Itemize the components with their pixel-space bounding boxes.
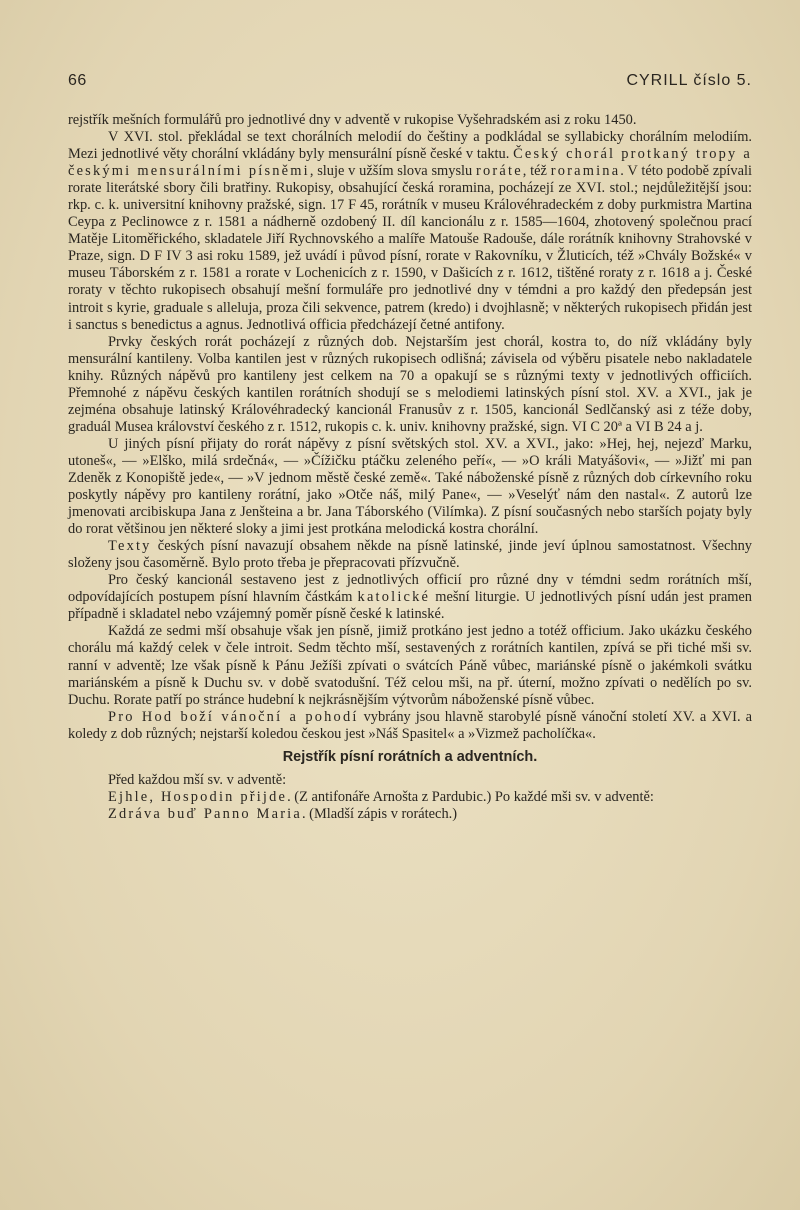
paragraph-1: rejstřík mešních formulářů pro jednotlivé dny v adventě v rukopise Vyšehradském asi z roku 1450.	[68, 112, 637, 128]
page-header	[68, 72, 752, 90]
page-number: 66	[68, 72, 87, 89]
paragraph-4: U jiných písní přijaty do rorát nápěvy z písní světských stol. XV. a XVI., jako: »Hej, hej, nejezď Marku, utoneš«, — »Elško, milá srdečná«, — »Čížičku ptáčku zeleného peří«, — »O králi Matyášovi«, — »Jižť mi pan Zdeněk z Konopiště jede«, — »V jednom městě české země«. Také náboženské písně z různých dob církevního roku poskytly nápěvy pro kantileny rorátní, jako »Otče náš, milý Pane«, — »Veselýť nám den nastal«. Z autorů lze jmenovati arcibiskupa Jana z Jenšteina a br. Jana Táborského (Vilímka). Z písní současných nebo starších pojaty byly do rorat většinou jen některé sloky a jimi jest protkána melodická kostra chorální.	[68, 435, 752, 538]
register-line-1: Před každou mší sv. v adventě:	[108, 771, 287, 788]
register-heading: Rejstřík písní rorátních a adventních.	[282, 748, 538, 765]
paragraph-7: Každá ze sedmi mší obsahuje však jen písně, jimiž protkáno jest jedno a totéž officium. Jako ukázku českého chorálu má každý celek v čele introit. Sedm těchto mší, sestavených z rorátních kantilen, zpívá se při tiché mši sv. ranní v adventě; lze však písně k Pánu Ježíši zpívati o svátcích Páně vůbec, mariánské písně o jakémkoli svátku mariánském a písně k Duchu sv. v době svatodušní. Též celou mši, na př. úterní, možno zpívati o nedělích po sv. Duchu. Rorate patří po stránce hudební k nejkrásnějším výtvorům náboženské písně vůbec.	[68, 623, 752, 708]
paragraph-5: Texty českých písní navazují obsahem někde na písně latinské, jinde jeví úplnou samostatnost. Všechny složeny jsou časoměrně. Bylo proto třeba je přepracovati přízvučně.	[68, 538, 752, 572]
article-body	[68, 112, 752, 823]
journal-title: CYRILL číslo 5.	[626, 72, 752, 89]
paragraph-8: Pro Hod boží vánoční a pohodí vybrány jsou hlavně starobylé písně vánoční století XV. a XVI. a koledy z dob různých; nejstarší koledou českou jest »Náš Spasitel« a »Vizmež pacholíčka«.	[68, 708, 752, 742]
paragraph-6: Pro český kancionál sestaveno jest z jednotlivých officií pro různé dny v témdni sedm rorátních mší, odpovídajících postupem písní hlavním částkám katolické mešní liturgie. U jednotlivých písní udán jest pramen případně i skladatel nebo vzájemný poměr písně české k latinské.	[68, 572, 752, 623]
paragraph-2: V XVI. stol. překládal se text chorálních melodií do češtiny a podkládal se syllabicky chorálním melodiím. Mezi jednotlivé věty chorální vkládány byly mensurální písně české v taktu. Český chorál protkaný tropy a českými mensurálními písněmi, sluje v užším slova smyslu roráte, též roramina. V této podobě zpívali rorate literátské sbory čili bratřiny. Rukopisy, obsahující česká roramina, pocházejí ze XVI. stol.; nejdůležitější jsou: rkp. c. k. universitní knihovny pražské, sign. 17 F 45, rorátník v museu Královéhradeckém z doby purkmistra Martina Ceypa z Peclinowce z r. 1581 a nádherně ozdobený II. díl kancionálu z r. 1585—1604, zhotovený společnou prací Matěje Litoměřického, skladatele Jiří Rychnovského a malíře Matouše Radouše, dále rorátník knihovny Strahovské v Praze, sign. D F IV 3 asi roku 1589, jež uvádí i původ písní, rorate v Rakovníku, v Žluticích, též »Chvály Božské« v museu Táborském z r. 1581 a rorate v Lochenicích z r. 1590, v Dašicích z r. 1612, tištěné roraty z r. 1618 a j. České roraty v těchto rukopisech obsahují mešní formuláře pro jednotlivé dny v témdni a pro každý den předepsán jest introit s kyrie, graduale s alleluja, proza čili sekvence, patrem (kredo) i dvojhlasně; v některých rukopisech přidán jest i sanctus s benedictus a agnus. Jednotlivá officia předcházejí četné antifony.	[68, 129, 752, 333]
paragraph-3: Prvky českých rorát pocházejí z různých dob. Nejstarším jest chorál, kostra to, do níž vkládány byly mensurální kantileny. Volba kantilen jest v různých rukopisech odlišná; závisela od výběru pisatele nebo nakladatele knihy. Různých nápěvů pro kantileny jest celkem na 70 a opakují se s různými texty v jednotlivých officiích. Přemnohé z nápěvu českých kantilen rorátních shodují se s melodiemi latinských písní stol. XV. a XVI., jak je zejména obsahuje latinský Královéhradecký kancionál Franusův z r. 1505, kancionál Sedlčanský asi z téže doby, graduál Musea království českého z r. 1512, rukopis c. k. univ. knihovny pražské, sign. VI C 20ª a VI B 24 a j.	[68, 333, 752, 435]
register-line-3: Zdráva buď Panno Maria. (Mladší zápis v rorátech.)	[108, 805, 458, 822]
register-line-2: Ejhle, Hospodin přijde. (Z antifonáře Arnošta z Pardubic.) Po každé mši sv. v adventě:	[108, 788, 654, 805]
